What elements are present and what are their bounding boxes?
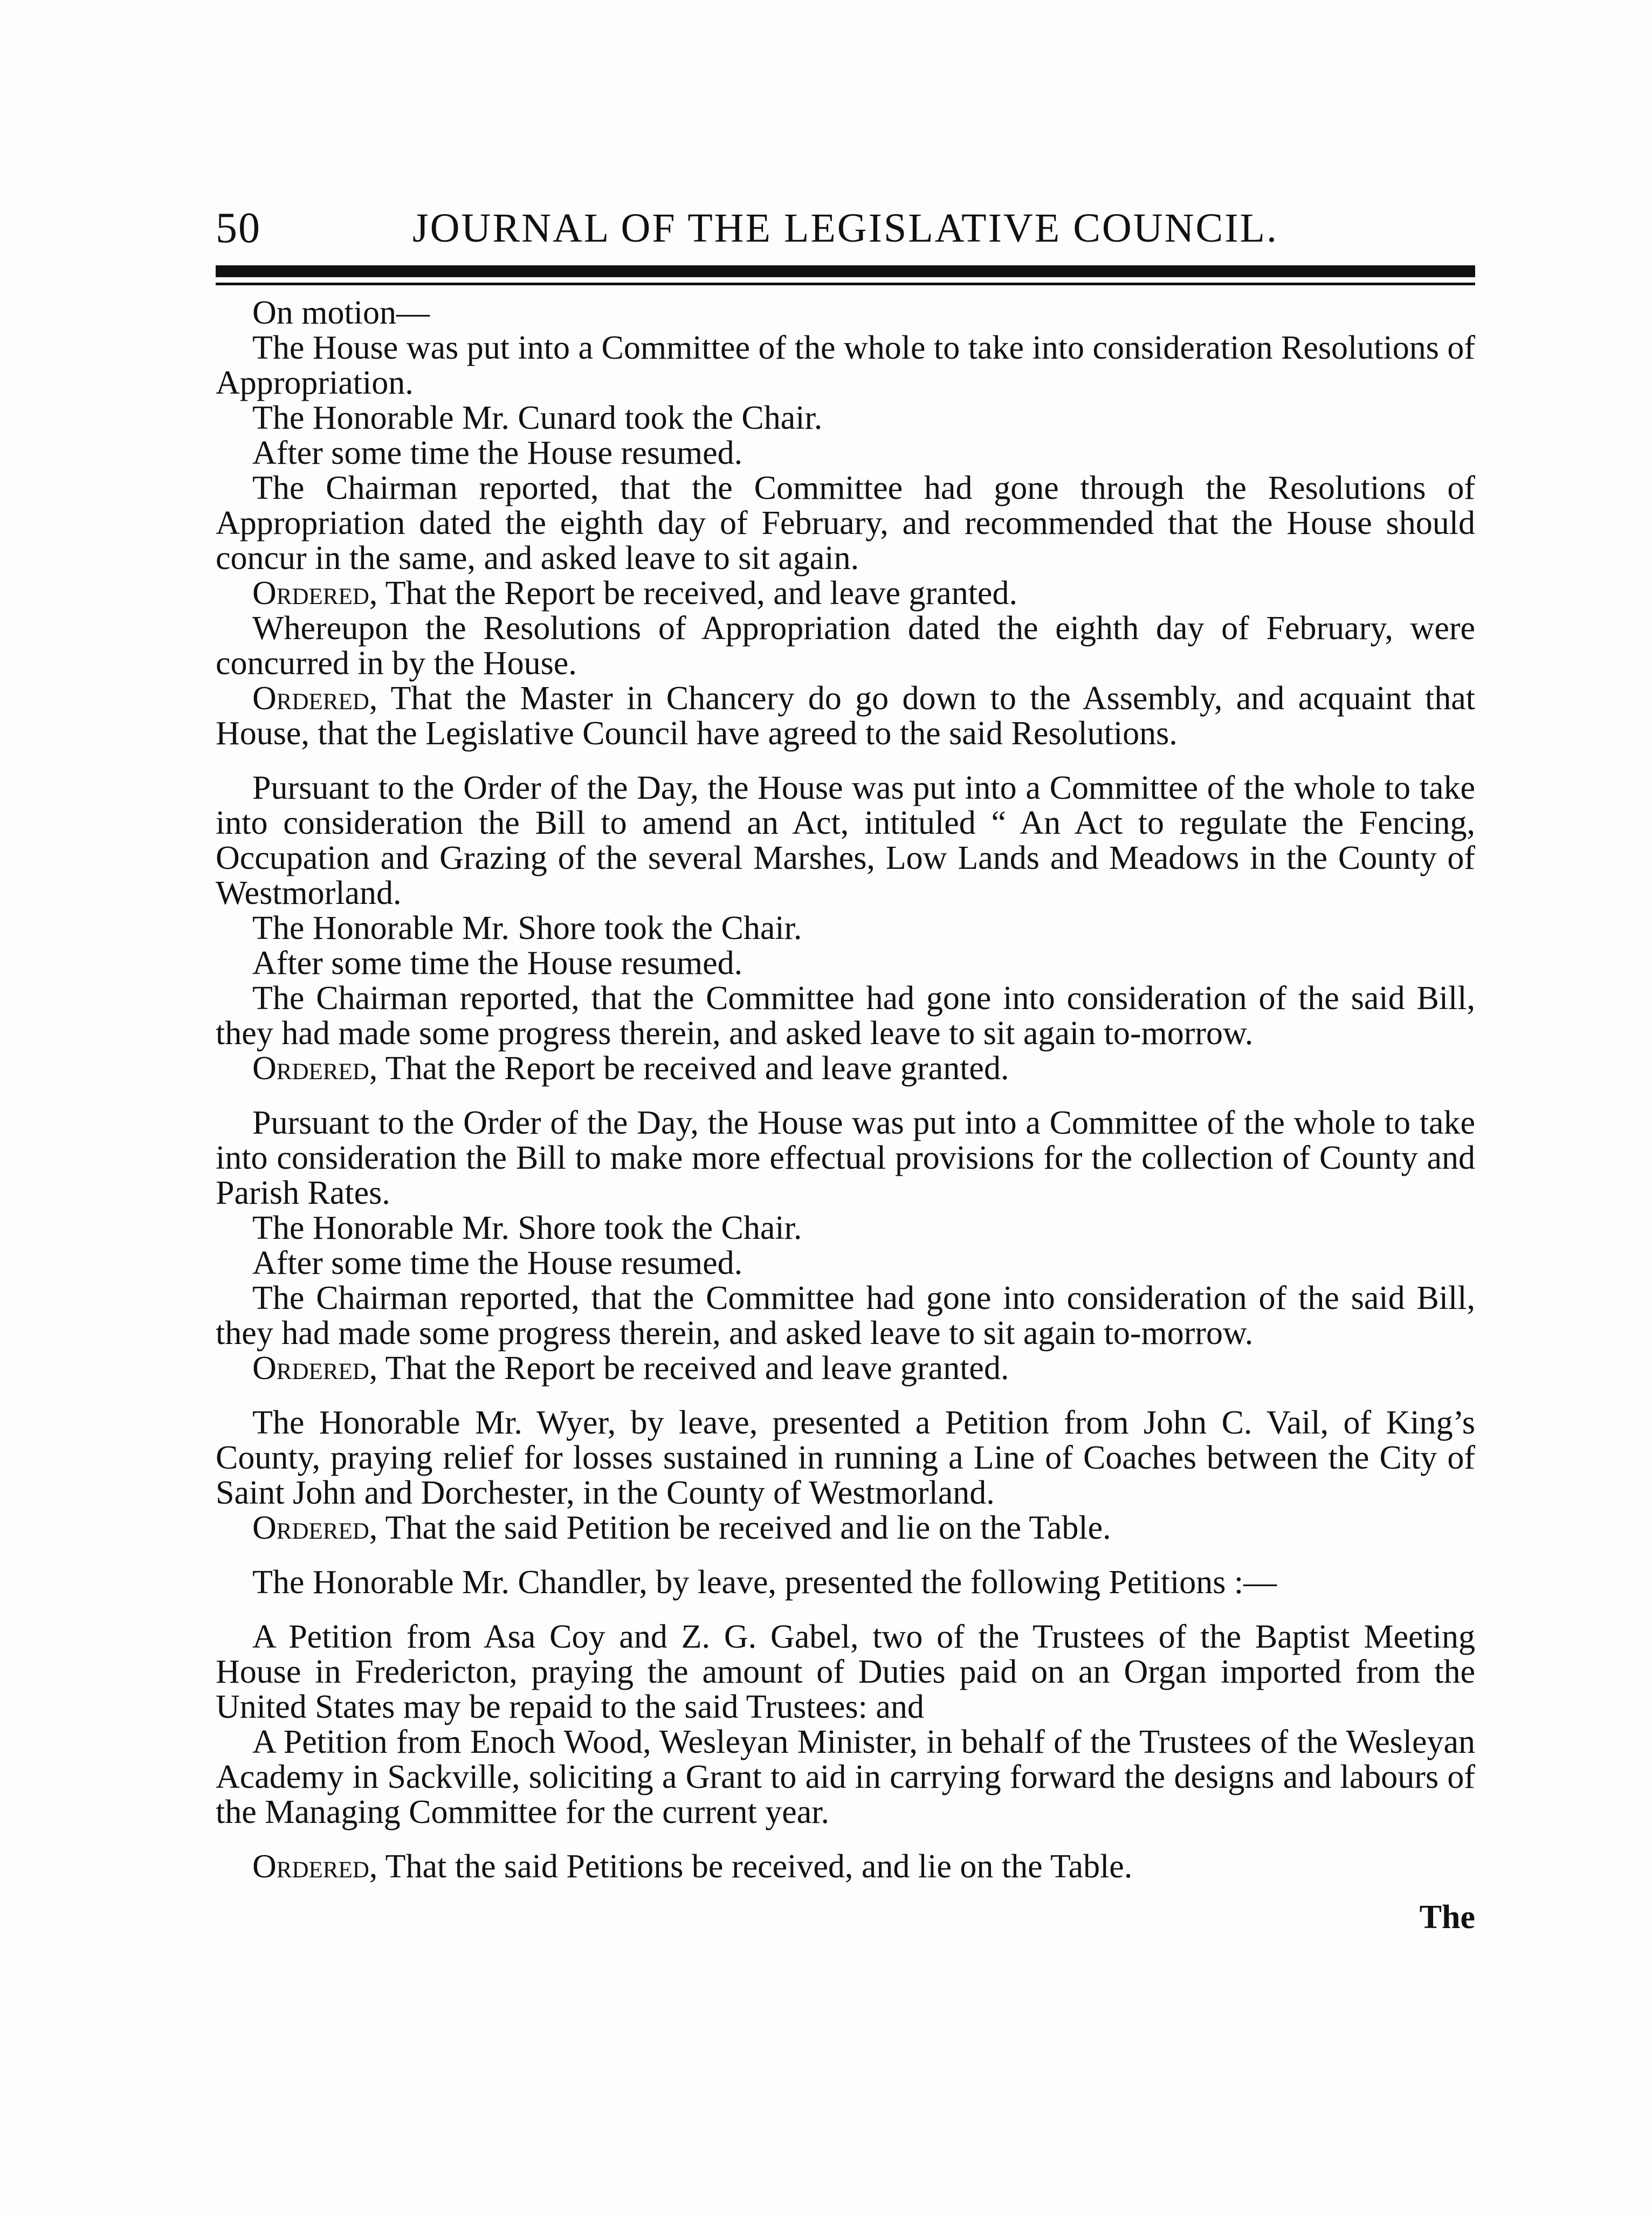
header-rule-thin: [216, 283, 1475, 285]
ordered-line: [216, 1051, 1475, 1086]
ordered-line: [216, 576, 1475, 611]
journal-body: [216, 296, 1475, 1884]
motion-heading: On motion—: [252, 294, 430, 331]
ordered-text: That the Report be received, and leave granted.: [377, 575, 1017, 612]
ordered-label: Ordered,: [252, 1350, 378, 1387]
ordered-text: That the said Petitions be received, and lie on the Table.: [377, 1848, 1133, 1885]
ordered-line: [216, 681, 1475, 751]
entry-line: Whereupon the Resolutions of Appropriation dated the eighth day of February, were concurred in by the House.: [216, 610, 1475, 682]
entry-line: The House was put into a Committee of the whole to take into consideration Resolutions of Appropriation.: [216, 330, 1475, 401]
page-number: 50: [216, 204, 261, 252]
entry-line: The Honorable Mr. Cunard took the Chair.: [252, 400, 823, 436]
page-header: [216, 198, 1475, 258]
entry-line: The Honorable Mr. Wyer, by leave, presented a Petition from John C. Vail, of King’s County, praying relief for losses sustained in running a Line of Coaches between the City of Saint John and Dorchester, in the County of Westmorland.: [216, 1404, 1475, 1511]
entry-line: The Chairman reported, that the Committee had gone through the Resolutions of Appropriation dated the eighth day of February, and recommended that the House should concur in the same, and asked leave to sit again.: [216, 470, 1475, 577]
entry-line: The Honorable Mr. Shore took the Chair.: [252, 1210, 802, 1246]
catchword: The: [1419, 1899, 1475, 1936]
entry-line: After some time the House resumed.: [252, 1245, 743, 1281]
ordered-text: That the said Petition be received and lie on the Table.: [377, 1510, 1111, 1546]
ordered-label: Ordered,: [252, 1050, 378, 1087]
ordered-line: [216, 1849, 1475, 1884]
ordered-text: That the Report be received and leave granted.: [377, 1350, 1009, 1387]
header-rule-thick: [216, 265, 1475, 277]
ordered-label: Ordered,: [252, 1848, 378, 1885]
entry-line: Pursuant to the Order of the Day, the House was put into a Committee of the whole to take into consideration the Bill to amend an Act, intituled “ An Act to regulate the Fencing, Occupation and Grazing of the several Marshes, Low Lands and Meadows in the County of Westmorland.: [216, 770, 1475, 911]
entry-line: After some time the House resumed.: [252, 945, 743, 982]
ordered-text: That the Master in Chancery do go down to the Assembly, and acquaint that House, that the Legislative Council have agreed to the said Resolutions.: [216, 680, 1475, 752]
ordered-text: That the Report be received and leave granted.: [377, 1050, 1009, 1087]
ordered-label: Ordered,: [252, 575, 378, 612]
entry-line: The Chairman reported, that the Committee had gone into consideration of the said Bill, they had made some progress therein, and asked leave to sit again to-morrow.: [216, 980, 1475, 1052]
running-title: JOURNAL OF THE LEGISLATIVE COUNCIL.: [412, 205, 1278, 251]
entry-line: The Chairman reported, that the Committee had gone into consideration of the said Bill, they had made some progress therein, and asked leave to sit again to-morrow.: [216, 1280, 1475, 1352]
petition-entry: A Petition from Asa Coy and Z. G. Gabel, two of the Trustees of the Baptist Meeting House in Fredericton, praying the amount of Duties paid on an Organ imported from the United States may be repaid to the said Trustees: and: [216, 1619, 1475, 1725]
ordered-line: [216, 1511, 1475, 1546]
entry-line: Pursuant to the Order of the Day, the House was put into a Committee of the whole to take into consideration the Bill to make more effectual provisions for the collection of County and Parish Rates.: [216, 1105, 1475, 1211]
petition-entry: A Petition from Enoch Wood, Wesleyan Minister, in behalf of the Trustees of the Wesleyan Academy in Sackville, soliciting a Grant to aid in carrying forward the designs and labours of the Managing Committee for the current year.: [216, 1724, 1475, 1830]
ordered-label: Ordered,: [252, 680, 378, 717]
ordered-label: Ordered,: [252, 1510, 378, 1546]
entry-line: After some time the House resumed.: [252, 435, 743, 471]
entry-line: The Honorable Mr. Chandler, by leave, presented the following Petitions :—: [252, 1564, 1277, 1601]
ordered-line: [216, 1351, 1475, 1386]
entry-line: The Honorable Mr. Shore took the Chair.: [252, 910, 802, 947]
